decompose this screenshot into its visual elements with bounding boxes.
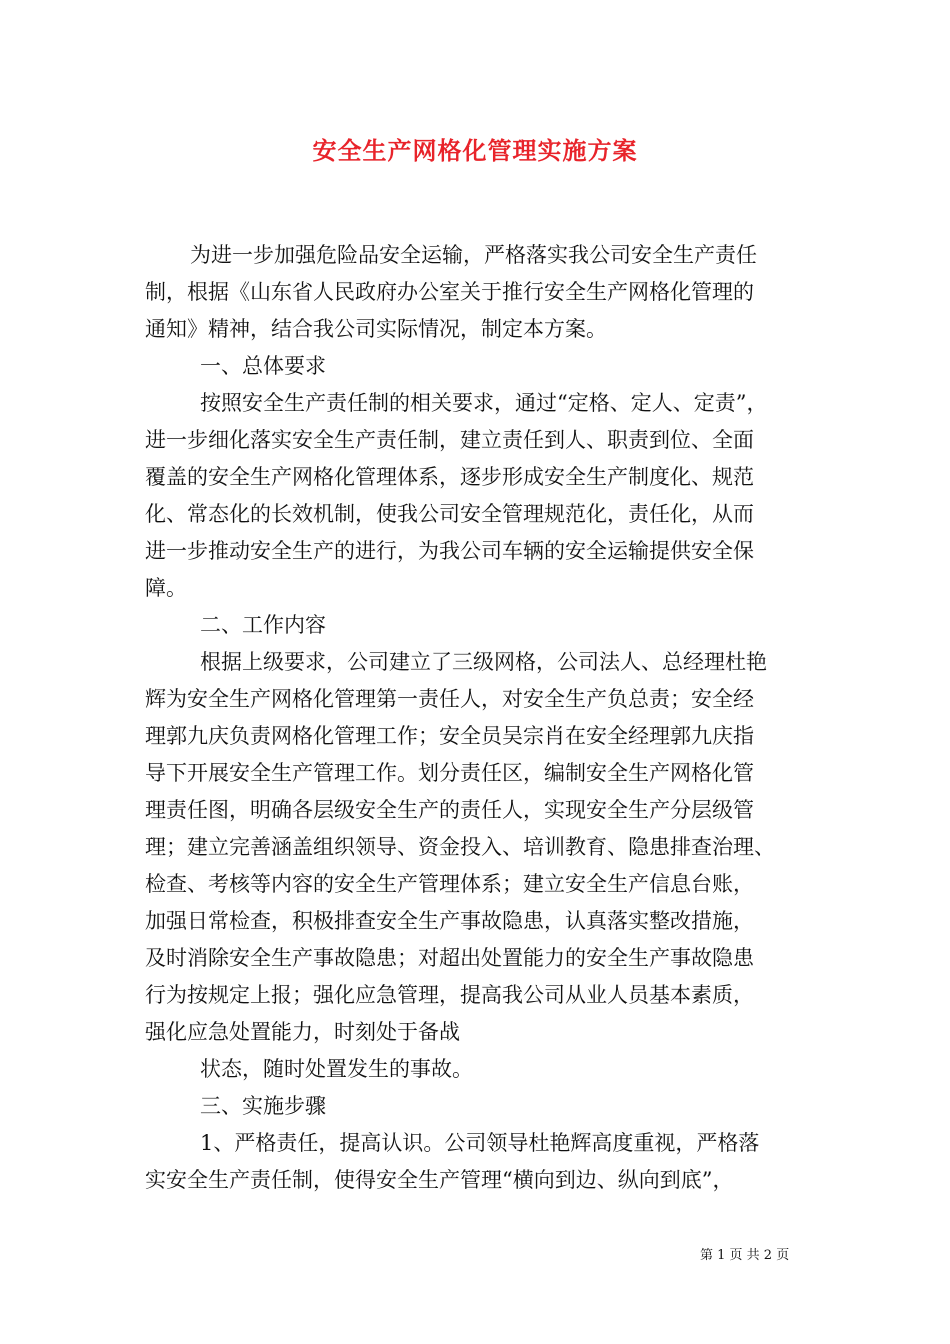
body-line: 辉为安全生产网格化管理第一责任人，对安全生产负总责；安全经 (145, 687, 754, 711)
body-line: 按照安全生产责任制的相关要求，通过“定格、定人、定责”， (200, 391, 768, 415)
body-line: 状态，随时处置发生的事故。 (200, 1057, 473, 1081)
body-line: 根据上级要求，公司建立了三级网格，公司法人、总经理杜艳 (200, 650, 767, 674)
section-heading: 一、总体要求 (200, 354, 326, 378)
body-line: 理责任图，明确各层级安全生产的责任人，实现安全生产分层级管 (145, 798, 754, 822)
body-line: 1、严格责任，提高认识。公司领导杜艳辉高度重视，严格落 (200, 1131, 760, 1155)
body-line: 制，根据《山东省人民政府办公室关于推行安全生产网格化管理的 (145, 280, 754, 304)
page-title: 安全生产网格化管理实施方案 (312, 136, 638, 165)
body-line: 实安全生产责任制，使得安全生产管理“横向到边、纵向到底”， (145, 1168, 734, 1192)
body-line: 障。 (145, 576, 187, 600)
body-line: 进一步细化落实安全生产责任制，建立责任到人、职责到位、全面 (145, 428, 754, 452)
body-line: 检查、考核等内容的安全生产管理体系；建立安全生产信息台账， (145, 872, 754, 896)
body-line: 覆盖的安全生产网格化管理体系，逐步形成安全生产制度化、规范 (145, 465, 754, 489)
body-line: 强化应急处置能力，时刻处于备战 (145, 1020, 460, 1044)
body-line: 导下开展安全生产管理工作。划分责任区，编制安全生产网格化管 (145, 761, 754, 785)
section-heading: 二、工作内容 (200, 613, 326, 637)
section-heading: 三、实施步骤 (200, 1094, 326, 1118)
body-line: 进一步推动安全生产的进行，为我公司车辆的安全运输提供安全保 (145, 539, 754, 563)
body-line: 行为按规定上报；强化应急管理，提高我公司从业人员基本素质， (145, 983, 754, 1007)
body-line: 加强日常检查，积极排查安全生产事故隐患，认真落实整改措施， (145, 909, 754, 933)
body-line: 理郭九庆负责网格化管理工作；安全员吴宗肖在安全经理郭九庆指 (145, 724, 754, 748)
body-line: 化、常态化的长效机制，使我公司安全管理规范化，责任化，从而 (145, 502, 754, 526)
body-line: 为进一步加强危险品安全运输，严格落实我公司安全生产责任 (190, 243, 757, 267)
page-number: 第 1 页 共 2 页 (700, 1248, 790, 1263)
body-line: 通知》精神，结合我公司实际情况，制定本方案。 (145, 317, 607, 341)
body-line: 理；建立完善涵盖组织领导、资金投入、培训教育、隐患排查治理、 (145, 835, 775, 859)
body-line: 及时消除安全生产事故隐患；对超出处置能力的安全生产事故隐患 (145, 946, 754, 970)
